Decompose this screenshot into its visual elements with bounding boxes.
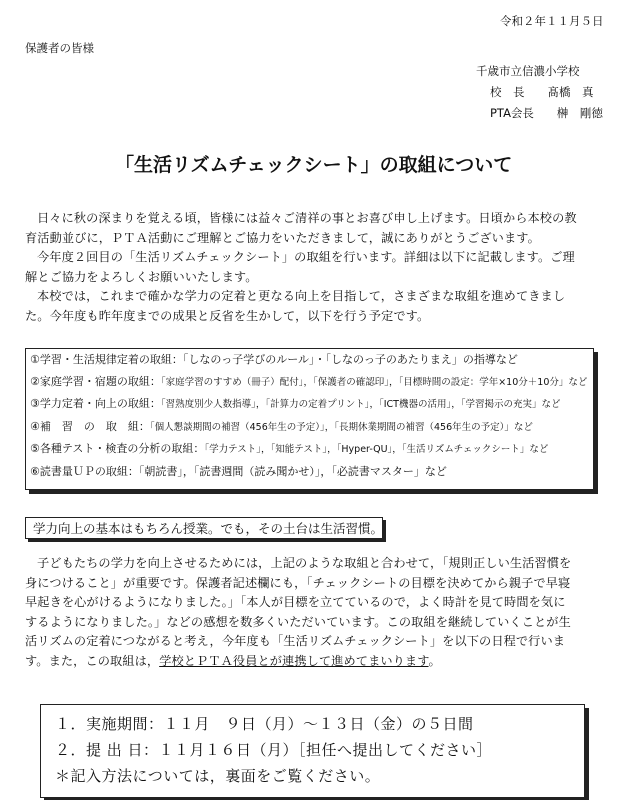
initiative-label: ①学習・生活規律定着の取組： [30,353,183,366]
page-title: 「生活リズムチェックシート」の取組について [115,154,513,176]
initiative-items: 「学力テスト」，「知能テスト」，「Hyper-QU」，「生活リズムチェックシート」など [204,444,549,455]
initiative-items: 「しなのっ子学びのルール」・「しなのっ子のあたりまえ」の指導など [182,353,518,366]
schedule-box [40,704,585,798]
initiatives-box [25,348,594,490]
intro-text [25,209,615,326]
recipient-line: 保護者の皆様 [25,41,94,55]
initiative-label: ④補 習 の 取 組： [30,419,150,433]
intro-line: た。今年度も昨年度までの成果と反省を生かして，以下を行う予定です。 [25,308,430,323]
initiative-items: 「朝読書」，「読書週間（読み聞かせ）」，「必読書マスター」など [138,464,447,478]
school-name: 千歳市立信濃小学校 [476,64,580,78]
initiative-label: ⑥読書量ＵＰの取組： [30,464,139,478]
section-headline: 学力向上の基本はもちろん授業。でも，その土台は生活習慣。 [25,517,383,539]
intro-line: 日々に秋の深まりを覚える頃，皆様には益々ご清祥の事とお喜び申し上げます。日頃から本校の教 [37,211,577,225]
initiative-row [26,461,593,483]
body-line: 子どもたちの学力を向上させるためには，上記のような取組と合わせて，「規則正しい生活習慣を [37,556,572,570]
intro-line: 解とご協力をよろしくお願いいたします。 [25,269,258,284]
initiative-row [26,371,593,394]
document-date: 令和２年１１月５日 [500,14,604,28]
initiative-row [26,416,593,439]
schedule-period: １．実施期間：１１月 ９日（月）～１３日（金）の５日間 [55,715,474,733]
initiative-label: ⑤各種テスト・検査の分析の取組： [30,442,205,455]
initiative-items: 「個人懇談期間の補習（456年生の予定）」，「長期休業期間の補習（456年生の予定）」など [149,421,533,433]
body-last-suffix: 。 [428,653,441,668]
initiative-row [26,393,593,416]
body-line: 身につけること」が重要です。保護者記述欄にも，「チェックシートの目標を決めてから親子で早寝 [25,575,571,590]
schedule-note: ＊記入方法については，裏面をご覧ください。 [55,767,381,785]
body-line: するようになりました。」などの感想を数多くいただいています。この取組を継続していくことが生 [25,614,571,629]
initiative-row [26,349,593,371]
body-line: 活リズムの定着につながると考え，今年度も「生活リズムチェックシート」を以下の日程で行いま [25,634,566,648]
body-line [25,652,615,672]
intro-line: 本校では，これまで確かな学力の定着と更なる向上を目指して，さまざまな取組を進めてきまし [37,289,566,303]
principal-name: 校 長 髙橋 真 [490,85,594,99]
intro-line: 今年度２回目の「生活リズムチェックシート」の取組を行います。詳細は以下に記載します。ご理 [37,250,575,264]
initiative-label: ③学力定着・向上の取組： [30,397,161,410]
initiative-items: 「習熟度別少人数指導」，「計算力の定着プリント」，「ICT機器の活用」，「学習掲示の充実」など [160,399,561,410]
initiative-row [26,438,593,461]
initiative-label: ②家庭学習・宿題の取組： [30,374,161,388]
intro-line: 育活動並びに，ＰＴＡ活動にご理解とご協力をいただきまして，誠にありがとうございます。 [25,230,540,245]
body-last-prefix: す。また，この取組は， [25,653,160,668]
pta-president-name: PTA会長 榊 剛徳 [490,106,603,120]
body-text [25,554,615,671]
body-line: 早起きを心がけるようになりました。」「本人が目標を立てているので，よく時計を見て時間を気に [25,595,566,609]
initiative-items: 「家庭学習のすすめ（冊子）配付」，「保護者の確認印」，「目標時間の設定：学年×10分＋10分」など [160,376,588,388]
body-underlined-phrase: 学校とＰＴＡ役員とが連携して進めてまいります [159,653,429,668]
schedule-submission: ２．提 出 日：１１月１６日（月）［担任へ提出してください］ [55,741,493,759]
